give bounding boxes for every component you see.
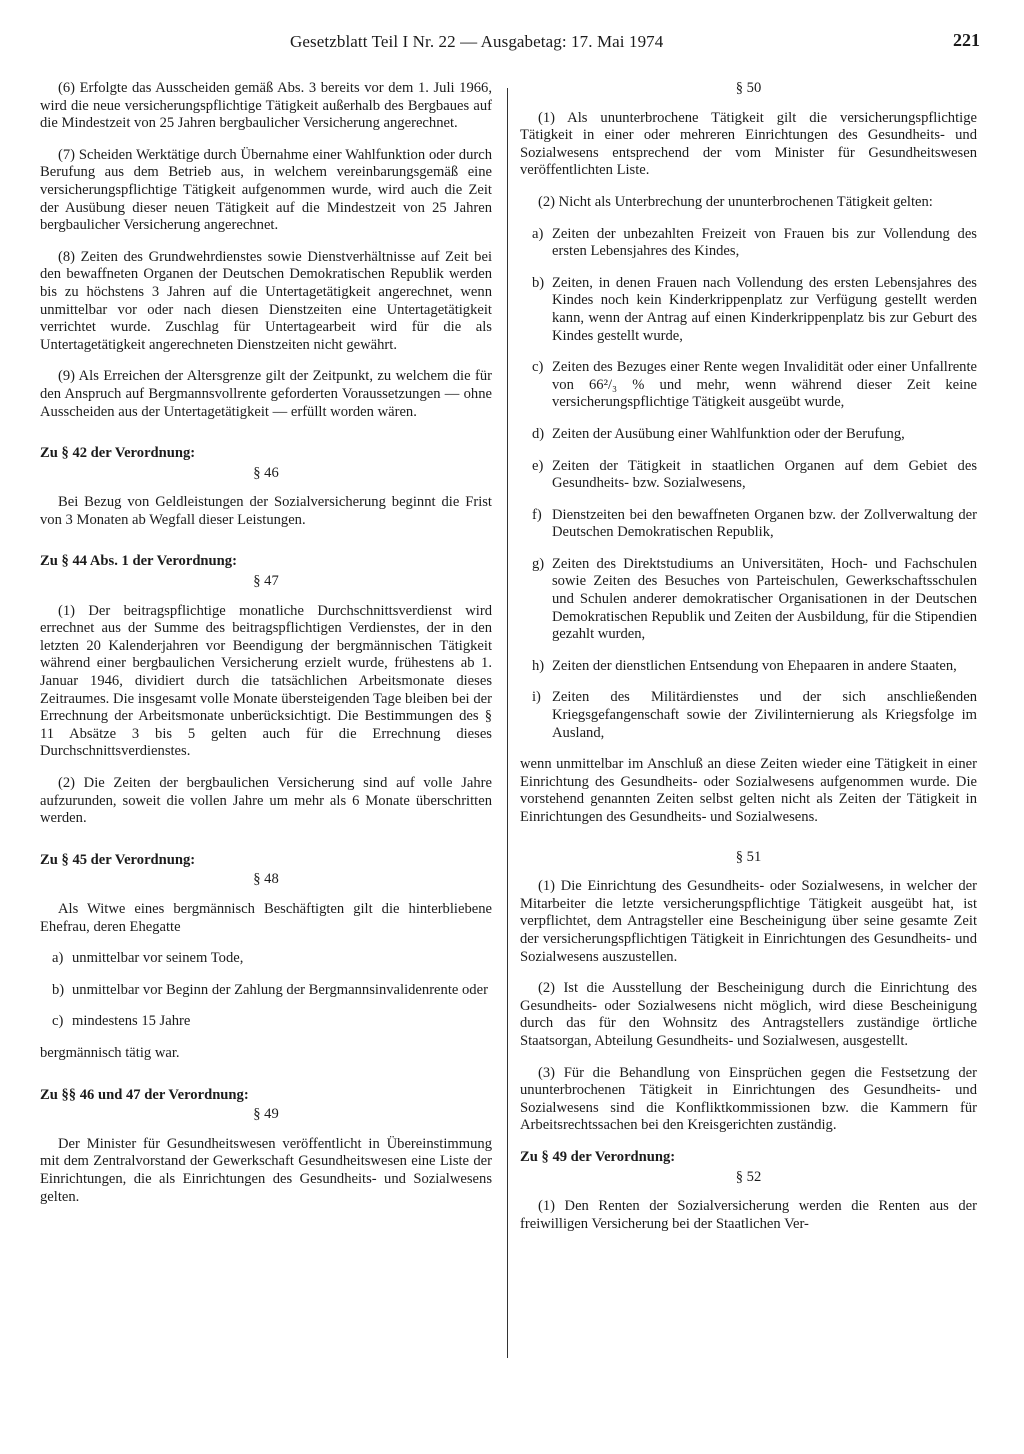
section-46-heading: § 46: [253, 464, 279, 481]
section-52-heading: § 52: [735, 1168, 762, 1185]
item-text: unmittelbar vor seinem Tode,: [72, 950, 244, 967]
item-label: g): [532, 555, 545, 572]
section-51-paragraph-1: (1) Die Einrichtung des Gesundheits- oder Sozialwesens, in welcher der Mitarbeiter die letzte versicherungspflichtige Tätigkeit ausgeübt hat, ist verpflichtet, dem Antragsteller eine Bescheinigung über seine gesamte Zeit der versicherungspflichtigen Tätigkeit in Einrichtungen des Gesundheits- und Sozialwesens auszustellen.: [520, 878, 977, 965]
section-50-item-g: [520, 556, 977, 644]
item-label: e): [532, 457, 544, 474]
item-label: b): [532, 274, 545, 291]
section-49-text: Der Minister für Gesundheitswesen veröffentlicht in Übereinstimmung mit dem Zentralvorstand der Gewerkschaft Gesundheitswesen eine Liste der Einrichtungen, die als Einrichtungen des Gesundheits- und Sozialwesens gelten.: [40, 1135, 492, 1205]
section-47-heading: § 47: [253, 573, 279, 590]
item-text: Zeiten der dienstlichen Entsendung von Ehepaaren in andere Staaten,: [552, 657, 957, 674]
item-text: Zeiten des Direktstudiums an Universitäten, Hoch- und Fachschulen sowie Zeiten des Besuches von Parteischulen, Gewerkschaftsschulen und Schulen anderer demokratischer Organisationen in der Deutschen Demokratischen Republik und Zeiten der Ausbildung, für die Stipendien gezahlt wurden,: [552, 555, 977, 643]
section-47-paragraph-2: (2) Die Zeiten der bergbaulichen Versicherung sind auf volle Jahre aufzurunden, soweit die vollen Jahre um mehr als 6 Monate überschritten werden.: [40, 775, 492, 827]
item-label: b): [52, 981, 65, 998]
item-text: Zeiten des Bezuges einer Rente wegen Invalidität oder einer Unfallrente von 66²/₃ % und mehr, wenn während dieser Zeit keine versicherungspflichtige Tätigkeit ausgeübt wurde,: [552, 359, 977, 411]
section-48-item-b: [40, 982, 492, 1000]
section-49-heading: § 49: [253, 1106, 279, 1123]
section-51-heading: § 51: [735, 848, 762, 865]
paragraph-9: (9) Als Erreichen der Altersgrenze gilt der Zeitpunkt, zu welchem die für den Anspruch auf Bergmannsvollrente geforderten Voraussetzungen — ohne Ausscheiden aus der Untertagetätigkeit — erfüllt worden wären.: [40, 368, 492, 420]
section-50-paragraph-2: (2) Nicht als Unterbrechung der ununterbrochenen Tätigkeit gelten:: [538, 193, 933, 210]
section-48-closing: bergmännisch tätig war.: [40, 1044, 180, 1061]
item-text: Zeiten, in denen Frauen nach Vollendung des ersten Lebensjahres des Kindes noch kein Kinderkrippenplatz zur Verfügung gestellt werden kann, wenn der Antrag auf einen Kinderkrippenplatz bis zur Geburt des Kindes gestellt wurde,: [552, 274, 977, 344]
header-title: Gesetzblatt Teil I Nr. 22 — Ausgabetag: 17. Mai 1974: [290, 32, 664, 51]
section-50-item-i: [520, 689, 977, 742]
reference-heading-44: Zu § 44 Abs. 1 der Verordnung:: [40, 553, 237, 570]
section-50-paragraph-1: (1) Als ununterbrochene Tätigkeit gilt die versicherungspflichtige Tätigkeit in einer oder mehreren Einrichtungen des Gesundheits- und Sozialwesens entsprechend der vom Minister für Gesundheitswesen veröffentlichten Liste.: [520, 109, 977, 179]
item-label: a): [52, 950, 64, 967]
section-51-paragraph-3: (3) Für die Behandlung von Einsprüchen gegen die Festsetzung der ununterbrochenen Tätigkeit in Einrichtungen des Gesundheits- und Sozialwesens sind die Konfliktkommissionen bzw. die Kammern für Arbeitsrechtssachen bei den Kreisgerichten zuständig.: [520, 1064, 977, 1134]
reference-heading-45: Zu § 45 der Verordnung:: [40, 851, 196, 868]
section-50-item-e: [520, 458, 977, 493]
item-text: Dienstzeiten bei den bewaffneten Organen bzw. der Zollverwaltung der Deutschen Demokratischen Republik,: [552, 506, 977, 541]
paragraph-8: (8) Zeiten des Grundwehrdienstes sowie Dienstverhältnisse auf Zeit bei den bewaffneten Organen der Deutschen Demokratischen Republik werden bis zu höchstens 3 Jahren auf die Untertagetätigkeit angerechnet, wenn unmittelbar vor oder nach diesen Dienstzeiten eine Untertagetätigkeit verrichtet wurde. Zuschlag für Untertagearbeit wird für die als Untertagetätigkeit angerechneten Dienstzeiten nicht gewährt.: [40, 248, 492, 353]
left-column: [40, 80, 492, 1220]
page-number: 221: [953, 30, 980, 50]
section-50-item-c: [520, 359, 977, 412]
paragraph-6: (6) Erfolgte das Ausscheiden gemäß Abs. 3 bereits vor dem 1. Juli 1966, wird die neue versicherungspflichtige Tätigkeit außerhalb des Bergbaues auf die Mindestzeit von 25 Jahren bergbaulicher Versicherung angerechnet.: [40, 80, 492, 132]
section-50-item-d: [520, 426, 977, 444]
item-label: d): [532, 425, 545, 442]
reference-heading-42: Zu § 42 der Verordnung:: [40, 445, 196, 462]
reference-heading-49: Zu § 49 der Verordnung:: [520, 1148, 676, 1165]
section-46-text: Bei Bezug von Geldleistungen der Sozialversicherung beginnt die Frist von 3 Monaten ab Wegfall dieser Leistungen.: [40, 494, 492, 528]
section-52-paragraph-1: (1) Den Renten der Sozialversicherung werden die Renten aus der freiwilligen Versicherung bei der Staatlichen Ver-: [520, 1198, 977, 1232]
item-text: Zeiten der Tätigkeit in staatlichen Organen auf dem Gebiet des Gesundheits- bzw. Sozialwesens,: [552, 457, 977, 492]
right-column: [520, 80, 977, 1247]
page-header: [40, 30, 980, 60]
item-label: h): [532, 657, 545, 674]
item-label: a): [532, 225, 544, 242]
item-text: Zeiten der Ausübung einer Wahlfunktion oder der Berufung,: [552, 425, 905, 442]
item-label: f): [532, 506, 542, 523]
item-label: i): [532, 689, 541, 706]
section-48-item-c: [40, 1013, 492, 1031]
section-48-item-a: [40, 950, 492, 968]
item-label: c): [532, 359, 544, 376]
item-text: mindestens 15 Jahre: [72, 1013, 191, 1030]
item-text: unmittelbar vor Beginn der Zahlung der Bergmannsinvalidenrente oder: [72, 981, 488, 998]
item-text: Zeiten des Militärdienstes und der sich anschließenden Kriegsgefangenschaft sowie der Zivilinternierung als Kriegsfolge im Ausland,: [552, 689, 977, 741]
reference-heading-46-47: Zu §§ 46 und 47 der Verordnung:: [40, 1086, 249, 1103]
section-50-item-f: [520, 507, 977, 542]
section-50-item-b: [520, 275, 977, 345]
section-50-item-h: [520, 658, 977, 676]
item-label: c): [52, 1013, 64, 1030]
section-48-text: Als Witwe eines bergmännisch Beschäftigten gilt die hinterbliebene Ehefrau, deren Ehegatte: [40, 900, 492, 935]
section-50-heading: § 50: [735, 80, 762, 96]
section-51-paragraph-2: (2) Ist die Ausstellung der Bescheinigung durch die Einrichtung des Gesundheits- oder Sozialwesens nicht möglich, wird diese Bescheinigung durch das für den Wohnsitz des Antragstellers zuständige örtliche Staatsorgan, Abteilung Gesundheits- und Sozialwesen, ausgestellt.: [520, 980, 977, 1049]
paragraph-7: (7) Scheiden Werktätige durch Übernahme einer Wahlfunktion oder durch Berufung aus dem Betrieb aus, in welchem vereinbarungsgemäß eine versicherungspflichtige Tätigkeit aufgenommen wurde, wird auch die Zeit der Ausübung dieser neuen Tätigkeit auf die Mindestzeit von 25 Jahren bergbaulicher Versicherung angerechnet.: [40, 146, 492, 234]
section-50-item-a: [520, 226, 977, 261]
section-47-paragraph-1: (1) Der beitragspflichtige monatliche Durchschnittsverdienst wird errechnet aus der Summe des beitragspflichtigen Verdienstes, der in den letzten 20 Kalenderjahren vor Beendigung der bergmännischen Tätigkeit während einer bergbaulichen Versicherung erzielt wurde, frühestens ab 1. Januar 1946, dividiert durch die tatsächlichen Arbeitsmonate dieses Zeitraumes. Die insgesamt volle Monate übersteigenden Tage bleiben bei der Errechnung der Arbeitsmonate unberücksichtigt. Die Bestimmungen des § 11 Absätze 3 bis 5 gelten auch für die Errechnung dieses Durchschnittsverdienstes.: [40, 602, 492, 760]
section-48-heading: § 48: [253, 871, 279, 888]
column-divider: [507, 88, 508, 1358]
section-50-closing: wenn unmittelbar im Anschluß an diese Zeiten wieder eine Tätigkeit in einer Einrichtung des Gesundheits- oder Sozialwesens aufgenommen wurde. Die vorstehend genannten Zeiten selbst gelten nicht als Zeiten der Tätigkeit in Einrichtungen des Gesundheits- und Sozialwesens.: [520, 756, 977, 825]
item-text: Zeiten der unbezahlten Freizeit von Frauen bis zur Vollendung des ersten Lebensjahres des Kindes,: [552, 225, 977, 260]
